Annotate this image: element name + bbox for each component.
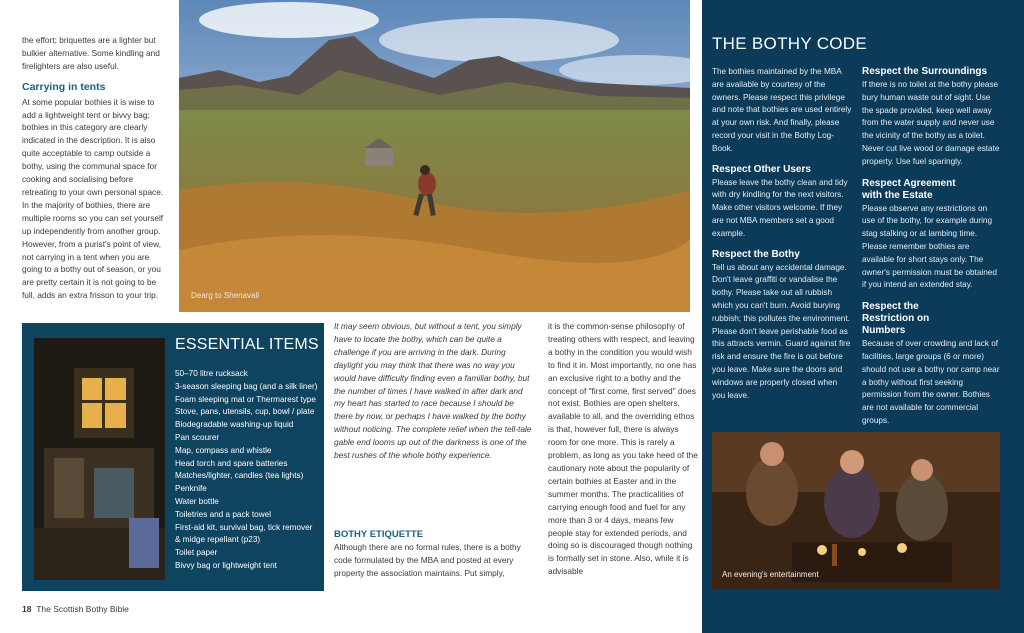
section-body: Please observe any restrictions on use of the bothy, for example during stag stalking or at lambing time. Please remember bothies are available for short stays only. The owner's permission must be obtained if you intend an extended stay.	[862, 203, 997, 290]
bothy-code-title: THE BOTHY CODE	[712, 34, 868, 53]
book-title: The Scottish Bothy Bible	[36, 604, 129, 614]
carrying-in-tents-body: At some popular bothies it is wise to add a lightweight tent or bivvy bag; bothies in this category are clearly indicated in the description. It is also quite acceptable to camp outside a bothy, using the communal space for cooking and socialising before retreating to your own personal space. In the majority of bothies, there are multiple rooms so you can set yourself up independently from another group. However, from a purist's point of view, not carrying in a tent when you are going to a bothy out of season, or you are pretty certain it is not going to be full, adds an extra frisson to your trip.	[22, 96, 164, 301]
bothy-etiquette-body: Although there are no formal rules, there is a bothy code formulated by the MBA and posted at every property the association maintains. Put simply,	[334, 542, 521, 578]
section-heading: Respect Other Users	[712, 163, 811, 175]
list-item: Map, compass and whistle	[175, 445, 272, 455]
philosophy-paragraph: it is the common-sense philosophy of treating others with respect, and leaving a bothy in the condition you would wish to find it in. Most importantly, no one has an exclusive right to a bothy and the concept of "first come, first served" does not exist. Bothies are open shelters, available to all, and the overriding ethos is that, however full, there is always room for one more. This is rarely a problem, as long as you take heed of the cautionary note about the popularity of certain bothies at Easter and in the summer months. The practicalities of carrying enough food and fuel for any more than 3 or 4 days, means few people stay for extended periods, and doing so is discouraged though nothing is formally set in stone. Also, while it is advisable	[548, 321, 698, 577]
evening-entertainment-photo	[712, 432, 1000, 590]
section-body: Tell us about any accidental damage. Don't leave graffiti or vandalise the bothy. Please take out all rubbish which you can't burn. Avoid burying rubbish; this pollutes the environment. Please don't leave perishable food as this attracts vermin. Guard against fire risk and ensure the fire is out before you leave. Make sure the doors and windows are properly closed when you leave.	[712, 262, 851, 400]
carrying-in-tents-heading: Carrying in tents	[22, 80, 106, 93]
list-item: Toilet paper	[175, 548, 218, 558]
italic-paragraph: It may seem obvious, but without a tent, you simply have to locate the bothy, which can be quite a challenge if you are arriving in the dark. During daylight you may think that there was no way you would have difficulty finding even a familiar bothy, but the number of times I have walked in after dark and my heart has started to race because I should be there by now, or perhaps I have walked by the bothy without noticing. The complete relief when the tell-tale gable end looms up out of the darkness is one of the best rushes of the whole bothy experience.	[334, 321, 532, 461]
intro-paragraph: the effort; briquettes are a lighter but bulkier alternative. Some kindling and firelighters are also useful.	[22, 35, 160, 71]
list-item: Head torch and spare batteries	[175, 458, 288, 468]
list-item: 50–70 litre rucksack	[175, 369, 248, 378]
list-item: 3-season sleeping bag (and a silk liner)	[175, 381, 318, 391]
bothy-code-column-2	[862, 66, 1002, 428]
photo-credit: Dearg to Shenavall	[191, 291, 260, 300]
section-heading: Respect the Bothy	[712, 248, 800, 260]
left-text-column	[22, 34, 170, 302]
list-item: Water bottle	[175, 496, 219, 506]
list-item: Pan scourer	[175, 432, 220, 442]
list-item: Foam sleeping mat or Thermarest type	[175, 394, 316, 404]
section-heading: Respect Agreement with the Estate	[862, 177, 956, 201]
list-item: Matches/lighter, candles (tea lights)	[175, 471, 304, 481]
section-heading: Respect the Restriction on Numbers	[862, 301, 930, 337]
list-item: First-aid kit, survival bag, tick remover	[175, 522, 313, 532]
essential-items-title: ESSENTIAL ITEMS	[175, 336, 319, 353]
bothy-etiquette-heading: BOTHY ETIQUETTE	[334, 529, 424, 540]
bothy-code-column-1	[712, 66, 852, 402]
section-body: If there is no toilet at the bothy please bury human waste out of sight. Use the spade provided, keep well away from the water supply and never use the vicinity of the bothy as a toilet. Never cut live wood or damage estate property. Use fuel sparingly.	[862, 80, 1000, 166]
list-item: Penknife	[175, 484, 207, 494]
bothy-code-intro: The bothies maintained by the MBA are available by courtesy of the owners. Please respect this privilege and note that bothies are used entirely at your own risk. And finally, please record your visit in the Bothy Log-Book.	[712, 67, 852, 153]
list-item: Toiletries and a pack towel	[175, 509, 272, 519]
essential-items-list	[175, 368, 321, 573]
bothy-interior-photo	[34, 338, 165, 580]
list-item: Stove, pans, utensils, cup, bowl / plate	[175, 407, 315, 417]
list-item: & midge repellant (p23)	[175, 535, 261, 545]
evening-photo-caption: An evening's entertainment	[722, 570, 819, 579]
section-body: Please leave the bothy clean and tidy with dry kindling for the next visitors. Make other visitors welcome. If they are not MBA members set a good example.	[712, 177, 848, 238]
list-item: Bivvy bag or lightweight tent	[175, 560, 277, 570]
list-item: Biodegradable washing-up liquid	[175, 420, 294, 430]
section-body: Because of over crowding and lack of facilities, large groups (6 or more) should not use a bothy nor camp near a bothy without first seeking permission from the owner. Bothies are not available for commercial groups.	[862, 339, 1000, 425]
page-footer	[22, 604, 129, 614]
highland-landscape-photo	[179, 0, 690, 312]
page-number: 18	[22, 604, 32, 614]
section-heading: Respect the Surroundings	[862, 66, 988, 77]
